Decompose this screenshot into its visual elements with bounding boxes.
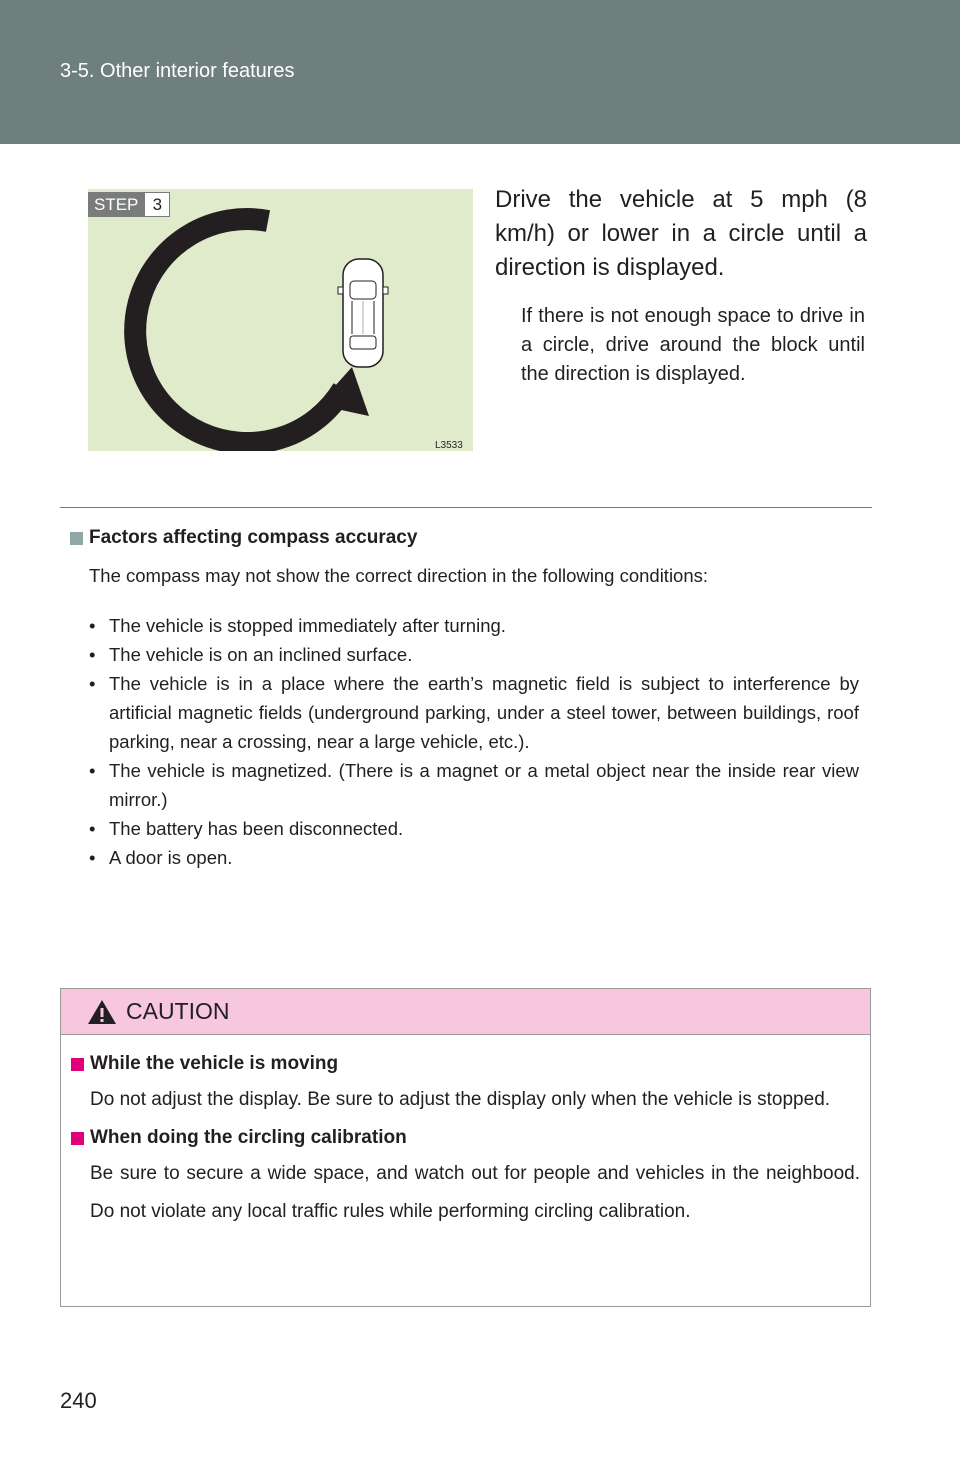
step-note: If there is not enough space to drive in a circle, drive around the block until the direction is displayed.: [521, 305, 865, 385]
square-bullet-icon: [71, 1058, 84, 1071]
circle-driving-illustration: [88, 189, 473, 451]
page-number: 240: [60, 1388, 97, 1413]
factors-heading-text: Factors affecting compass accuracy: [89, 527, 418, 548]
list-item: • The vehicle is magnetized. (There is a magnet or a metal object near the inside rear view mirror.): [89, 760, 859, 810]
circling-arrow-illustration: [88, 189, 473, 451]
list-item: • The vehicle is in a place where the earth’s magnetic field is subject to interference by artificial magnetic fields (underground parking, under a steel tower, between buildings, roof parking, near a crossing, near a large vehicle, etc.).: [89, 673, 859, 752]
list-item: • A door is open.: [89, 847, 233, 868]
section-title: 3-5. Other interior features: [60, 60, 295, 82]
square-bullet-icon: [70, 532, 83, 545]
caution-text-moving: Do not adjust the display. Be sure to adjust the display only when the vehicle is stopped.: [90, 1089, 831, 1110]
step-number: 3: [144, 192, 170, 217]
factors-intro: The compass may not show the correct direction in the following conditions:: [89, 565, 709, 586]
step-label: STEP: [88, 192, 144, 217]
caution-text-calibration: Be sure to secure a wide space, and watch out for people and vehicles in the neighbood. Do not violate any local traffic rules while performing circling calibration.: [90, 1163, 860, 1222]
list-item: • The battery has been disconnected.: [89, 818, 404, 839]
page-header: [0, 0, 960, 144]
caution-header: [61, 989, 870, 1035]
factors-heading: [70, 527, 417, 549]
step-badge: [88, 192, 170, 217]
step-instruction: Drive the vehicle at 5 mph (8 km/h) or lower in a circle until a direction is displayed.: [495, 186, 867, 281]
caution-heading-moving: While the vehicle is moving: [71, 1053, 860, 1075]
square-bullet-icon: [71, 1132, 84, 1145]
list-item: • The vehicle is on an inclined surface.: [89, 644, 413, 665]
caution-body: [61, 1035, 870, 1231]
caution-heading-calibration: When doing the circling calibration: [71, 1127, 860, 1149]
factors-list: [89, 611, 859, 872]
section-divider: [60, 507, 872, 508]
caution-title: CAUTION: [126, 998, 230, 1024]
warning-triangle-icon: [86, 998, 118, 1026]
list-item: • The vehicle is stopped immediately after turning.: [89, 615, 506, 636]
figure-code: L3533: [435, 440, 463, 451]
caution-box: [60, 988, 871, 1307]
